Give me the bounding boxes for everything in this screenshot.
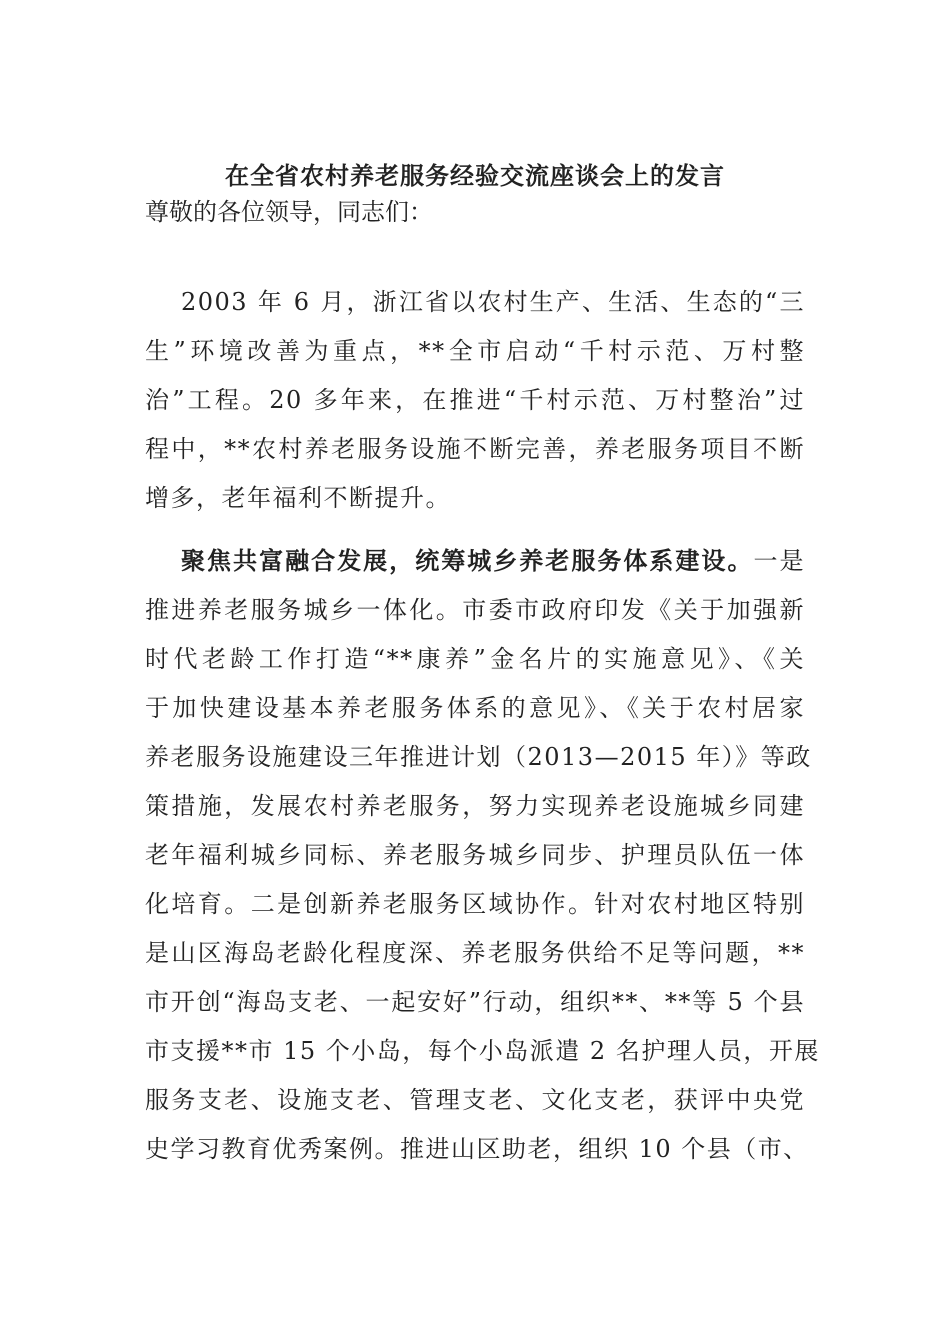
paragraph-line: 于加快建设基本养老服务体系的意见》、《关于农村居家: [145, 694, 805, 722]
paragraph-line: 增多，老年福利不断提升。: [145, 484, 451, 512]
paragraph-line: 程中，**农村养老服务设施不断完善，养老服务项目不断: [145, 435, 805, 463]
paragraph-text: 一是: [753, 547, 806, 575]
section-heading: 聚焦共富融合发展，统筹城乡养老服务体系建设。: [181, 546, 754, 575]
paragraph-line: 史学习教育优秀案例。推进山区助老，组织 10 个县（市、: [145, 1135, 809, 1163]
paragraph-line: 养老服务设施建设三年推进计划（2013—2015 年）》等政: [145, 743, 812, 771]
paragraph-line: 推进养老服务城乡一体化。市委市政府印发《关于加强新: [145, 596, 805, 624]
paragraph-intro: [145, 278, 805, 523]
paragraph-line: 化培育。二是创新养老服务区域协作。针对农村地区特别: [145, 890, 805, 918]
paragraph-line: 策措施，发展农村养老服务，努力实现养老设施城乡同建: [145, 792, 805, 820]
paragraph-section-1: [145, 536, 820, 1174]
paragraph-line: 市开创“海岛支老、一起安好”行动，组织**、**等 5 个县: [145, 988, 805, 1016]
paragraph-line: 生”环境改善为重点，**全市启动“千村示范、万村整: [145, 337, 805, 365]
paragraph-line: 治”工程。20 多年来，在推进“千村示范、万村整治”过: [145, 386, 805, 414]
paragraph-line: 时代老龄工作打造“**康养”金名片的实施意见》、《关: [145, 645, 805, 673]
paragraph-line: 老年福利城乡同标、养老服务城乡同步、护理员队伍一体: [145, 841, 805, 869]
paragraph-line: 服务支老、设施支老、管理支老、文化支老，获评中央党: [145, 1086, 805, 1114]
paragraph-line: 市支援**市 15 个小岛，每个小岛派遣 2 名护理人员，开展: [145, 1037, 820, 1065]
paragraph-first-line: [145, 536, 805, 586]
paragraph-line: 2003 年 6 月，浙江省以农村生产、生活、生态的“三: [181, 288, 805, 316]
document-title: 在全省农村养老服务经验交流座谈会上的发言: [225, 161, 725, 190]
paragraph-line: 是山区海岛老龄化程度深、养老服务供给不足等问题，**: [145, 939, 805, 967]
salutation: 尊敬的各位领导，同志们：: [145, 198, 433, 226]
